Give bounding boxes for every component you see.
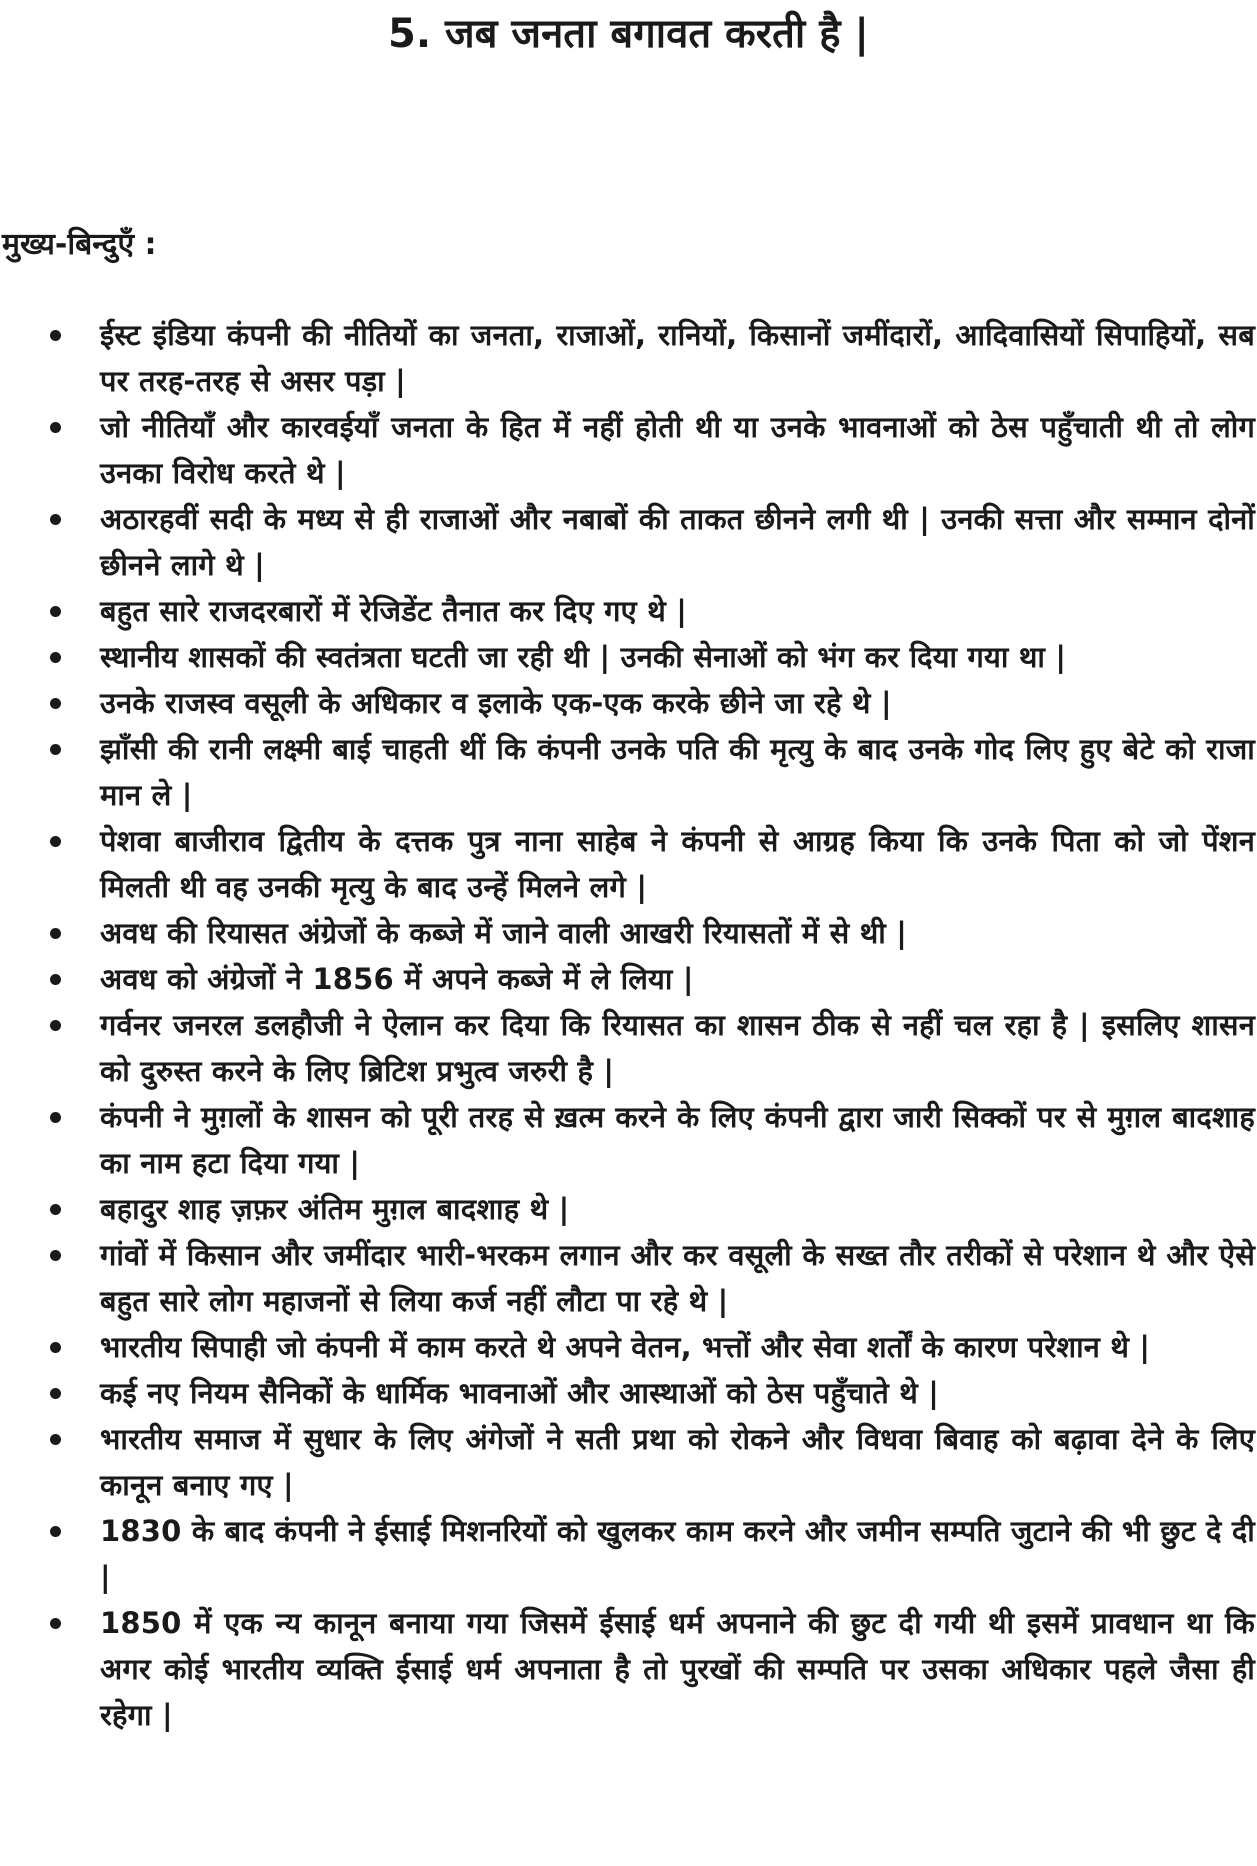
- list-item: [0, 910, 1257, 956]
- list-item: [0, 1186, 1257, 1232]
- list-item: [0, 634, 1257, 680]
- list-item: [0, 1600, 1257, 1738]
- bullet-icon: [50, 1204, 61, 1215]
- list-item-text: अवध को अंग्रेजों ने 1856 में अपने कब्जे में ले लिया |: [100, 962, 694, 996]
- bullet-icon: [50, 698, 61, 709]
- list-item: [0, 1324, 1257, 1370]
- bullet-icon: [50, 1342, 61, 1353]
- list-item: [0, 1508, 1257, 1600]
- bullet-icon: [50, 928, 61, 939]
- bullet-icon: [50, 1618, 61, 1629]
- bullet-icon: [50, 514, 61, 525]
- list-item: [0, 1002, 1257, 1094]
- list-item-text: बहादुर शाह ज़फ़र अंतिम मुग़ल बादशाह थे |: [100, 1192, 570, 1226]
- list-item-text: गांवों में किसान और जमींदार भारी-भरकम लगान और कर वसूली के सख्त तौर तरीकों से परेशान थे और ऐसे बहुत सारे लोग महाजनों से लिया कर्ज नहीं लौटा पा रहे थे |: [100, 1238, 1255, 1318]
- list-item: [0, 680, 1257, 726]
- list-item-text: स्थानीय शासकों की स्वतंत्रता घटती जा रही थी | उनकी सेनाओं को भंग कर दिया गया था |: [100, 640, 1067, 674]
- list-item-text: कई नए नियम सैनिकों के धार्मिक भावनाओं और आस्थाओं को ठेस पहुँचाते थे |: [100, 1376, 940, 1410]
- list-item-text: बहुत सारे राजदरबारों में रेजिडेंट तैनात कर दिए गए थे |: [100, 594, 688, 628]
- bullet-icon: [50, 330, 61, 341]
- bullet-icon: [50, 422, 61, 433]
- bullet-icon: [50, 1020, 61, 1031]
- list-item-text: गर्वनर जनरल डलहौजी ने ऐलान कर दिया कि रियासत का शासन ठीक से नहीं चल रहा है | इसलिए शासन को दुरुस्त करने के लिए ब्रिटिश प्रभुत्व जरुरी है |: [100, 1008, 1255, 1088]
- list-item-text: भारतीय सिपाही जो कंपनी में काम करते थे अपने वेतन, भत्तों और सेवा शर्तों के कारण परेशान थे |: [100, 1330, 1151, 1364]
- list-item: [0, 818, 1257, 910]
- list-item: [0, 496, 1257, 588]
- list-item: [0, 726, 1257, 818]
- list-item: [0, 1416, 1257, 1508]
- list-item-text: अठारहवीं सदी के मध्य से ही राजाओं और नबाबों की ताकत छीनने लगी थी | उनकी सत्ता और सम्मान दोनों छीनने लागे थे |: [100, 502, 1255, 582]
- list-item-text: उनके राजस्व वसूली के अधिकार व इलाके एक-एक करके छीने जा रहे थे |: [100, 686, 892, 720]
- list-item: [0, 312, 1257, 404]
- list-item-text: झाँसी की रानी लक्ष्मी बाई चाहती थीं कि कंपनी उनके पति की मृत्यु के बाद उनके गोद लिए हुए बेटे को राजा मान ले |: [100, 732, 1255, 812]
- list-item-text: जो नीतियाँ और कारवईयाँ जनता के हित में नहीं होती थी या उनके भावनाओं को ठेस पहुँचाती थी तो लोग उनका विरोध करते थे |: [100, 410, 1255, 490]
- list-item-text: कंपनी ने मुग़लों के शासन को पूरी तरह से ख़त्म करने के लिए कंपनी द्वारा जारी सिक्कों पर से मुग़ल बादशाह का नाम हटा दिया गया |: [100, 1100, 1255, 1180]
- list-item: [0, 1094, 1257, 1186]
- bullet-icon: [50, 652, 61, 663]
- bullet-icon: [50, 1112, 61, 1123]
- page-title: 5. जब जनता बगावत करती है |: [388, 11, 869, 57]
- list-item-text: ईस्ट इंडिया कंपनी की नीतियों का जनता, राजाओं, रानियों, किसानों जमींदारों, आदिवासियों सिपाहियों, सब पर तरह-तरह से असर पड़ा |: [100, 318, 1255, 398]
- key-points-list: [0, 312, 1257, 1738]
- list-item-text: अवध की रियासत अंग्रेजों के कब्जे में जाने वाली आखरी रियासतों में से थी |: [100, 916, 908, 950]
- list-item: [0, 1370, 1257, 1416]
- list-item-text: पेशवा बाजीराव द्वितीय के दत्तक पुत्र नाना साहेब ने कंपनी से आग्रह किया कि उनके पिता को जो पेंशन मिलती थी वह उनकी मृत्यु के बाद उन्हें मिलने लगे |: [100, 824, 1255, 904]
- list-item: [0, 404, 1257, 496]
- list-item-text: 1850 में एक न्य कानून बनाया गया जिसमें ईसाई धर्म अपनाने की छुट दी गयी थी इसमें प्रावधान था कि अगर कोई भारतीय व्यक्ति ईसाई धर्म अपनाता है तो पुरखों की सम्पति पर उसका अधिकार पहले जैसा ही रहेगा |: [100, 1606, 1255, 1732]
- bullet-icon: [50, 1526, 61, 1537]
- list-item-text: भारतीय समाज में सुधार के लिए अंगेजों ने सती प्रथा को रोकने और विधवा बिवाह को बढ़ावा देने के लिए कानून बनाए गए |: [100, 1422, 1255, 1502]
- bullet-icon: [50, 1250, 61, 1261]
- list-item: [0, 588, 1257, 634]
- bullet-icon: [50, 1388, 61, 1399]
- section-heading: मुख्य-बिन्दुएँ :: [2, 227, 157, 262]
- list-item: [0, 956, 1257, 1002]
- bullet-icon: [50, 974, 61, 985]
- list-item: [0, 1232, 1257, 1324]
- bullet-icon: [50, 606, 61, 617]
- bullet-icon: [50, 1434, 61, 1445]
- bullet-icon: [50, 744, 61, 755]
- list-item-text: 1830 के बाद कंपनी ने ईसाई मिशनरियों को खुलकर काम करने और जमीन सम्पति जुटाने की भी छुट दे दी |: [100, 1514, 1255, 1594]
- bullet-icon: [50, 836, 61, 847]
